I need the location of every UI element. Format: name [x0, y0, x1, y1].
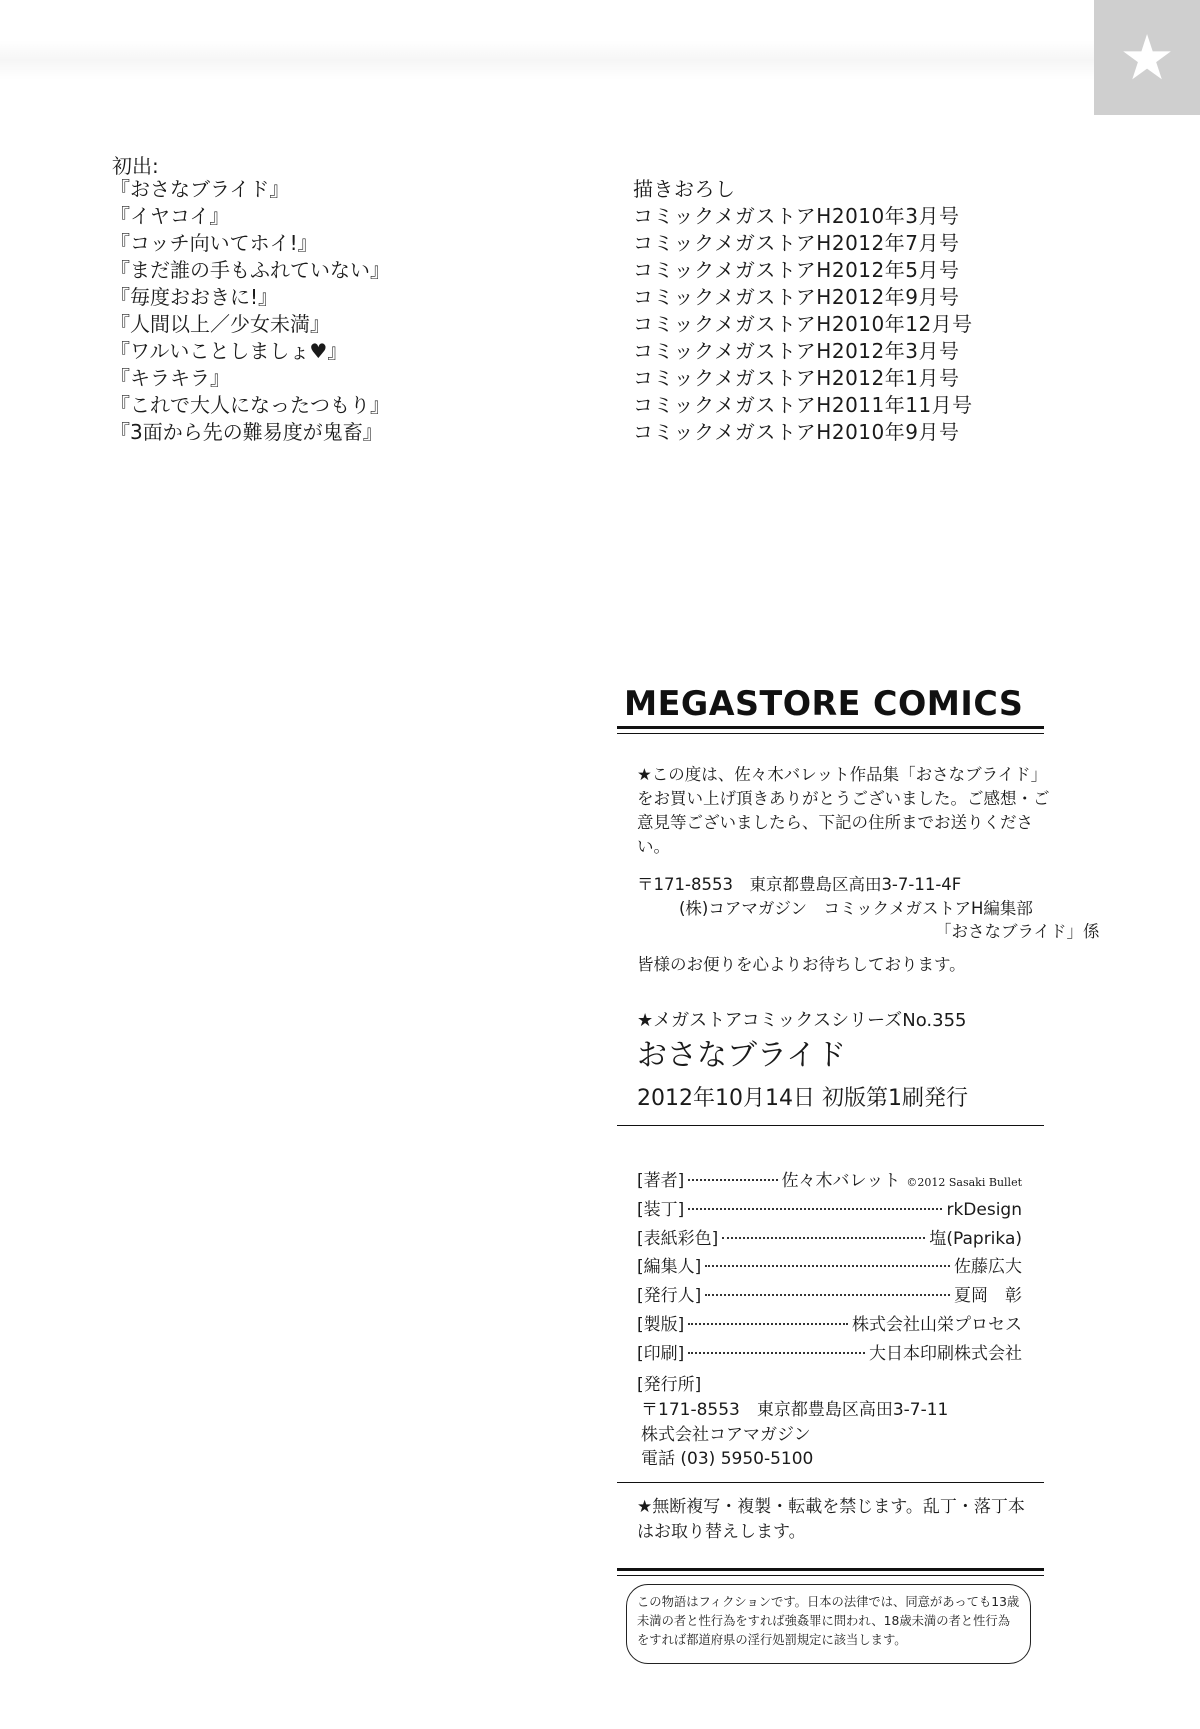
story-title: 『ワルいことしましょ♥』: [110, 339, 348, 363]
publisher-address: 〒171-8553 東京都豊島区高田3-7-11: [641, 1400, 949, 1420]
publisher-phone: 電話 (03) 5950-5100: [641, 1449, 814, 1469]
publisher-rule: [617, 1482, 1044, 1483]
story-title: 『これで大人になったつもり』: [110, 393, 390, 417]
page-edge-shadow: [0, 40, 1094, 80]
leader-dots: [705, 1265, 950, 1267]
series-logo: MEGASTORE COMICS: [624, 684, 1024, 724]
source-item: コミックメガストアH2012年7月号: [633, 231, 960, 255]
series-number: ★メガストアコミックスシリーズNo.355: [637, 1010, 967, 1031]
source-item: コミックメガストアH2012年5月号: [633, 258, 960, 282]
story-title: 『3面から先の難易度が鬼畜』: [110, 420, 383, 444]
credit-value: rkDesign: [946, 1199, 1022, 1220]
source-item: コミックメガストアH2010年3月号: [633, 204, 960, 228]
credit-row-editor: [637, 1252, 1022, 1281]
leader-dots: [688, 1179, 777, 1181]
credit-label: [発行人]: [637, 1286, 702, 1307]
story-title: 『まだ誰の手もふれていない』: [110, 258, 390, 282]
closing-message: 皆様のお便りを心よりお待ちしております。: [637, 955, 966, 974]
credit-value: 佐藤広大: [954, 1257, 1022, 1278]
credit-row-author: [637, 1166, 1022, 1195]
source-item: コミックメガストアH2012年3月号: [633, 339, 960, 363]
mail-attention: 「おさなブライド」係: [935, 922, 1100, 941]
legal-disclaimer: この物語はフィクションです。日本の法律では、同意があっても13歳未満の者と性行為をすれば強姦罪に問われ、18歳未満の者と性行為をすれば都道府県の淫行処罰規定に該当します。: [626, 1584, 1031, 1664]
source-item: コミックメガストアH2010年9月号: [633, 420, 960, 444]
credit-label: [編集人]: [637, 1257, 702, 1278]
leader-dots: [688, 1323, 848, 1325]
publisher-label: [発行所]: [637, 1375, 702, 1395]
source-item: コミックメガストアH2010年12月号: [633, 312, 973, 336]
credit-label: [装丁]: [637, 1199, 685, 1220]
story-title: 『コッチ向いてホイ!』: [110, 231, 318, 255]
leader-dots: [688, 1208, 942, 1210]
copy-notice: ★無断複写・複製・転載を禁じます。乱丁・落丁本はお取り替えします。: [637, 1497, 1025, 1542]
source-item: コミックメガストアH2012年1月号: [633, 366, 960, 390]
credit-value: 株式会社山栄プロセス: [852, 1314, 1022, 1335]
credit-row-design: [637, 1195, 1022, 1224]
edition-date: 2012年10月14日 初版第1刷発行: [637, 1086, 968, 1111]
credit-row-platemaking: [637, 1310, 1022, 1339]
first-publication-label: 初出:: [112, 154, 159, 178]
credit-value: 塩(Paprika): [929, 1228, 1022, 1249]
publisher-block: [641, 1398, 948, 1472]
credit-value: 夏岡 彰: [954, 1286, 1022, 1307]
story-title-list: [110, 176, 390, 446]
story-title: 『人間以上／少女未満』: [110, 312, 330, 336]
source-list: [633, 176, 973, 446]
credit-value: 大日本印刷株式会社: [869, 1343, 1022, 1364]
story-title: 『毎度おおきに!』: [110, 285, 279, 309]
edition-rule: [617, 1125, 1044, 1126]
logo-rule-thin: [617, 733, 1044, 734]
logo-rule-thick: [617, 726, 1044, 729]
credit-label: [著者]: [637, 1171, 685, 1191]
notice-rule-thin: [617, 1575, 1044, 1576]
leader-dots: [688, 1352, 865, 1354]
star-icon: ★: [1119, 20, 1175, 94]
credits-list: [637, 1166, 1022, 1368]
story-title: 『おさなブライド』: [110, 177, 290, 201]
source-item: コミックメガストアH2012年9月号: [633, 285, 960, 309]
credit-row-cover-color: [637, 1224, 1022, 1253]
notice-rule-thick: [617, 1568, 1044, 1571]
source-item: コミックメガストアH2011年11月号: [633, 393, 973, 417]
mail-department: (株)コアマガジン コミックメガストアH編集部: [679, 899, 1033, 918]
credit-label: [印刷]: [637, 1343, 685, 1364]
book-title: おさなブライド: [637, 1038, 847, 1073]
leader-dots: [705, 1294, 950, 1296]
credit-label: [製版]: [637, 1314, 685, 1335]
story-title: 『キラキラ』: [110, 366, 230, 390]
leader-dots: [722, 1237, 925, 1239]
publisher-name: 株式会社コアマガジン: [641, 1424, 811, 1445]
mail-address: 〒171-8553 東京都豊島区高田3-7-11-4F: [637, 875, 962, 894]
credit-label: [表紙彩色]: [637, 1228, 719, 1249]
source-item: 描きおろし: [633, 177, 736, 201]
story-title: 『イヤコイ』: [110, 204, 230, 228]
thanks-message: ★この度は、佐々木バレット作品集「おさなブライド」をお買い上げ頂きありがとうございました。ご感想・ご意見等ございましたら、下記の住所までお送りください。: [637, 765, 1050, 856]
credit-row-publisher-person: [637, 1281, 1022, 1310]
copyright-text: ©2012 Sasaki Bullet: [906, 1176, 1022, 1189]
credit-value: 佐々木バレット: [781, 1171, 901, 1191]
corner-tab: [1094, 0, 1200, 115]
credit-row-printing: [637, 1339, 1022, 1368]
